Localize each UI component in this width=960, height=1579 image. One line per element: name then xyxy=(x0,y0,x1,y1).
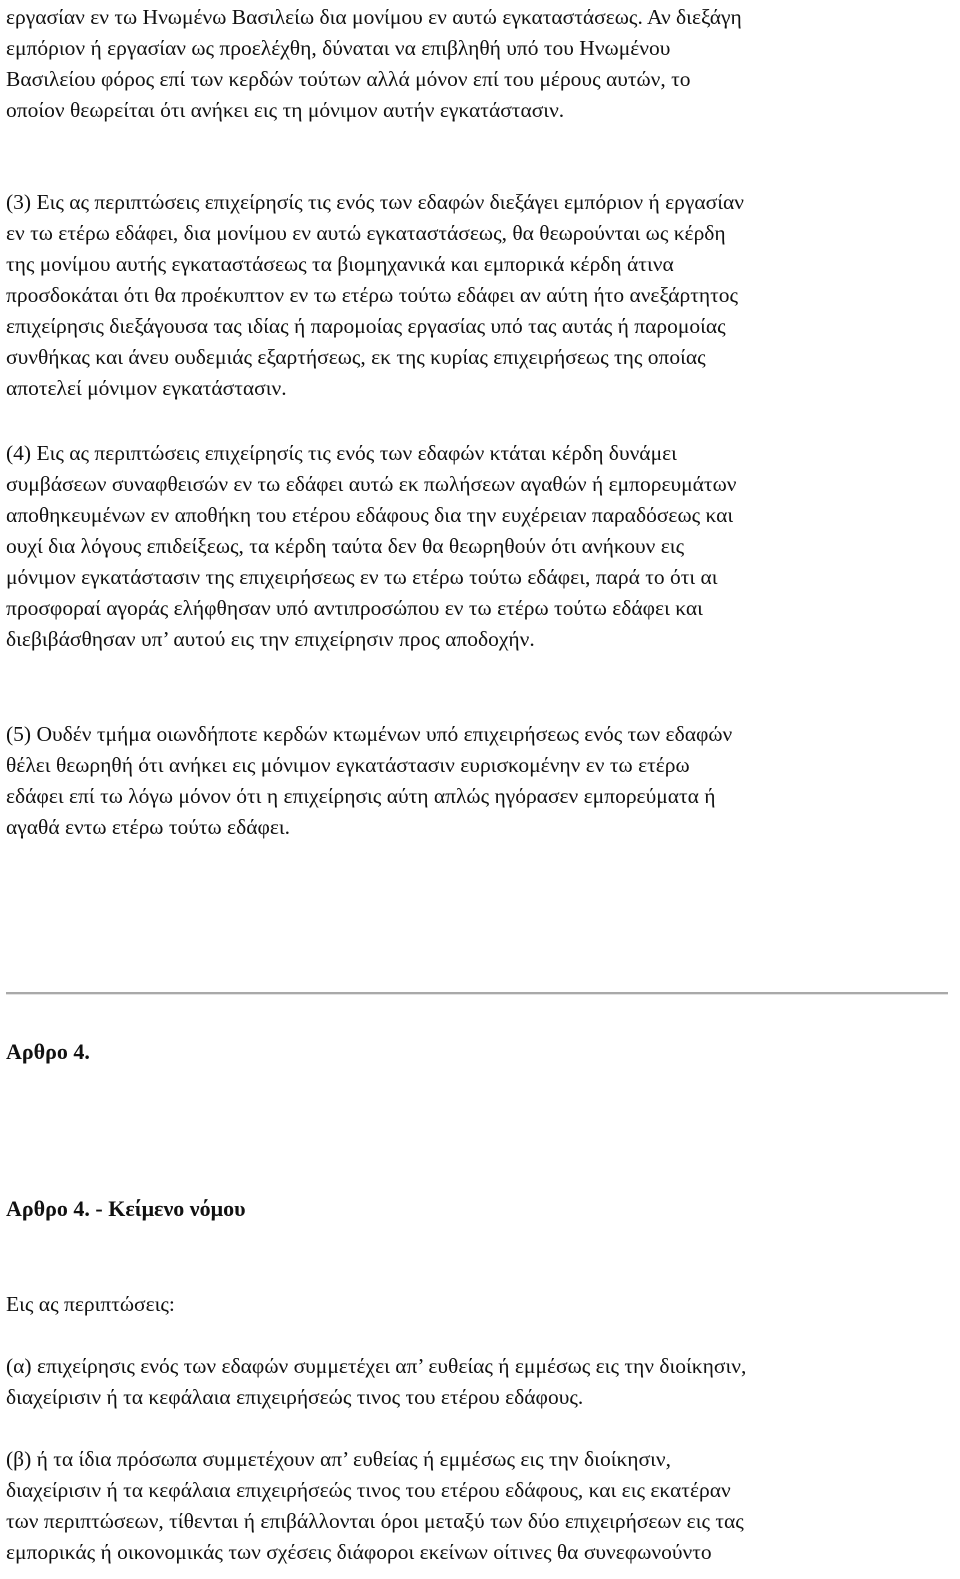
text-line: επιχείρησις διεξάγουσα τας ιδίας ή παρομοίας εργασίας υπό τας αυτάς ή παρομοίας xyxy=(6,314,726,338)
text-line: εμπορικάς ή οικονομικάς των σχέσεις διάφοροι εκείνων οίτινες θα συνεφωνούντο xyxy=(6,1540,712,1564)
text-line: αποτελεί μόνιμον εγκατάστασιν. xyxy=(6,376,287,400)
text-line: εν τω ετέρω εδάφει, δια μονίμου εν αυτώ εγκαταστάσεως, θα θεωρούνται ως κέρδη xyxy=(6,221,726,245)
text-line: προσφοραί αγοράς ελήφθησαν υπό αντιπροσώπου εν τω ετέρω τούτω εδάφει και xyxy=(6,596,703,620)
text-line: εργασίαν εν τω Ηνωμένω Βασιλείω δια μονίμου εν αυτώ εγκαταστάσεως. Αν διεξάγη xyxy=(6,5,742,29)
text-line: (3) Εις ας περιπτώσεις επιχείρησίς τις ενός των εδαφών διεξάγει εμπόριον ή εργασίαν xyxy=(6,190,745,214)
text-line: της μονίμου αυτής εγκαταστάσεως τα βιομηχανικά και εμπορικά κέρδη άτινα xyxy=(6,252,674,276)
text-line: αποθηκευμένων εν αποθήκη του ετέρου εδάφους δια την ευχέρειαν παραδόσεως και xyxy=(6,503,734,527)
paragraph-4 xyxy=(6,438,950,655)
text-line: εμπόριον ή εργασίαν ως προελέχθη, δύναται να επιβληθή υπό του Ηνωμένου xyxy=(6,36,671,60)
text-line: (5) Ουδέν τμήμα οιωνδήποτε κερδών κτωμένων υπό επιχειρήσεως ενός των εδαφών xyxy=(6,722,733,746)
paragraph-5 xyxy=(6,719,950,843)
text-line: (4) Εις ας περιπτώσεις επιχείρησίς τις ενός των εδαφών κτάται κέρδη δυνάμει xyxy=(6,441,677,465)
case-b-paragraph xyxy=(6,1444,950,1568)
text-line: θέλει θεωρηθή ότι ανήκει εις μόνιμον εγκατάστασιν ευρισκομένην εν τω ετέρω xyxy=(6,753,690,777)
text-line: (α) επιχείρησις ενός των εδαφών συμμετέχει απ’ ευθείας ή εμμέσως εις την διοίκησιν, xyxy=(6,1354,747,1378)
article-heading: Αρθρο 4. xyxy=(6,1039,90,1064)
text-line: συμβάσεων συναφθεισών εν τω εδάφει αυτώ εκ πωλήσεων αγαθών ή εμπορευμάτων xyxy=(6,472,737,496)
text-line: μόνιμον εγκατάστασιν της επιχειρήσεως εν τω ετέρω τούτω εδάφει, παρά το ότι αι xyxy=(6,565,718,589)
text-line: οποίον θεωρείται ότι ανήκει εις τη μόνιμον αυτήν εγκατάστασιν. xyxy=(6,98,565,122)
text-line: εδάφει επί τω λόγω μόνον ότι η επιχείρησις αύτη απλώς ηγόρασεν εμπορεύματα ή xyxy=(6,784,716,808)
text-line: συνθήκας και άνευ ουδεμιάς εξαρτήσεως, εκ της κυρίας επιχειρήσεως της οποίας xyxy=(6,345,706,369)
text-line: διεβιβάσθησαν υπ’ αυτού εις την επιχείρησιν προς αποδοχήν. xyxy=(6,627,535,651)
text-line: Εις ας περιπτώσεις: xyxy=(6,1292,175,1316)
paragraph-3 xyxy=(6,187,950,404)
text-line: αγαθά εντω ετέρω τούτω εδάφει. xyxy=(6,815,291,839)
intro-paragraph xyxy=(6,2,950,126)
text-line: διαχείρισιν ή τα κεφάλαια επιχειρήσεώς τινος του ετέρου εδάφους. xyxy=(6,1385,584,1409)
text-line: διαχείρισιν ή τα κεφάλαια επιχειρήσεώς τινος του ετέρου εδάφους, και εις εκατέραν xyxy=(6,1478,731,1502)
text-line: προσδοκάται ότι θα προέκυπτον εν τω ετέρω τούτω εδάφει αν αύτη ήτο ανεξάρτητος xyxy=(6,283,739,307)
case-a-paragraph xyxy=(6,1351,950,1413)
horizontal-divider xyxy=(6,992,948,995)
text-line: ουχί δια λόγους επιδείξεως, τα κέρδη ταύτα δεν θα θεωρηθούν ότι ανήκουν εις xyxy=(6,534,685,558)
text-line: Βασιλείου φόρος επί των κερδών τούτων αλλά μόνον επί του μέρους αυτών, το xyxy=(6,67,691,91)
cases-intro xyxy=(6,1289,950,1320)
text-line: (β) ή τα ίδια πρόσωπα συμμετέχουν απ’ ευθείας ή εμμέσως εις την διοίκησιν, xyxy=(6,1447,672,1471)
article-text-heading: Αρθρο 4. - Κείμενο νόμου xyxy=(6,1196,246,1221)
text-line: των περιπτώσεων, τίθενται ή επιβάλλονται όροι μεταξύ των δύο επιχειρήσεων εις τας xyxy=(6,1509,744,1533)
